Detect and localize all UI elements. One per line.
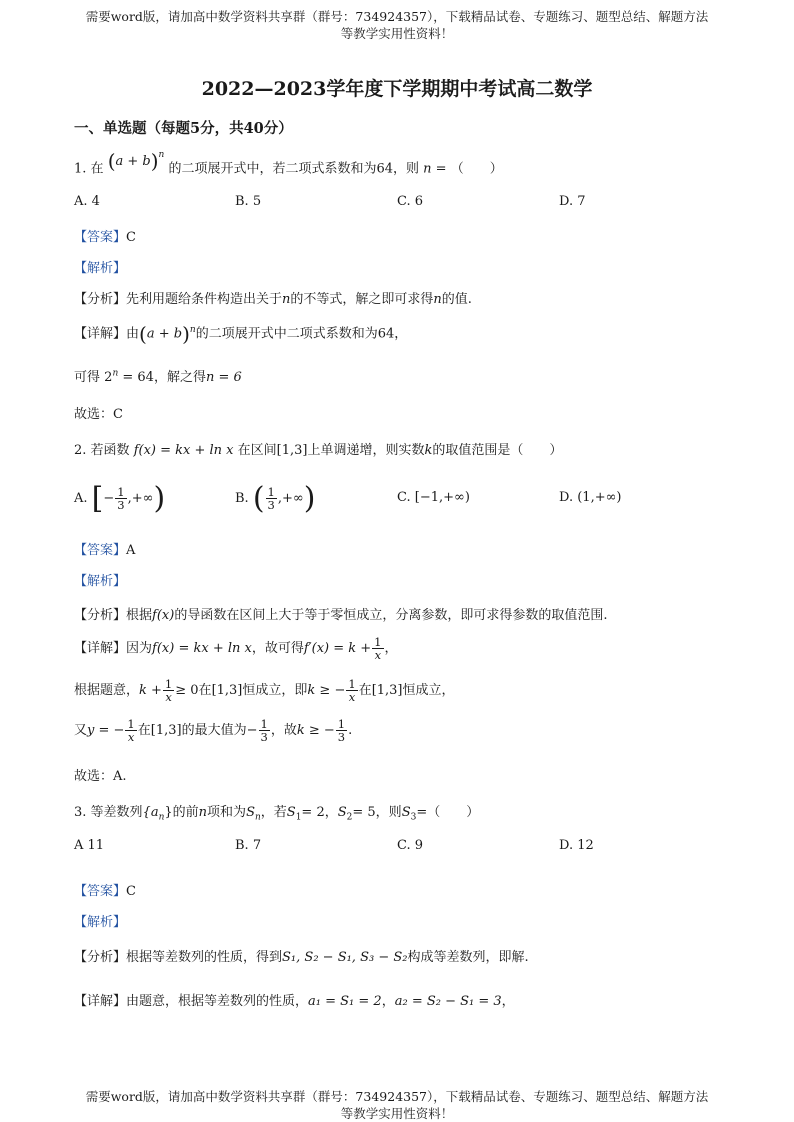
q2-choose: 故选：A.: [74, 769, 127, 784]
q1-option-a: A. 4: [74, 194, 100, 209]
section-heading: 一、单选题（每题5分，共40分）: [74, 120, 293, 137]
q2-option-d: D. (1,+∞): [559, 490, 622, 505]
q3-option-d: D. 12: [559, 838, 594, 853]
q2-analysis-label: 【解析】: [74, 574, 127, 589]
q3-answer: 【答案】C: [74, 884, 136, 899]
q1-option-d: D. 7: [559, 194, 586, 209]
footer-line-1: 需要word版，请加高中数学资料共享群（群号：734924357），下载精品试卷、专题练习、题型总结、解题方法: [85, 1089, 709, 1104]
q1-fenxi: 【分析】先利用题给条件构造出关于n的不等式，解之即可求得n的值.: [74, 292, 472, 307]
q1-choose: 故选：C: [74, 407, 123, 422]
header-line-2: 等教学实用性资料！: [340, 26, 454, 41]
q3-option-b: B. 7: [235, 838, 262, 853]
question-2-stem: 2. 若函数 f(x) = kx + ln x 在区间[1,3]上单调递增，则实数k的取值范围是（ ）: [74, 443, 563, 458]
q1-calc: 可得 2$^n$ = 64，解之得n = 6: [74, 368, 242, 385]
q2-answer: 【答案】A: [74, 543, 136, 558]
q3-detail: 【详解】由题意，根据等差数列的性质，a₁ = S₁ = 2，a₂ = S₂ − S₁ = 3，: [74, 994, 515, 1009]
page-header: [0, 8, 794, 42]
q2-line-3: 又y = − $\frac{1}{x}$ 在[1,3]的最大值为− $\frac{1}{3}$ ，故k ≥ − $\frac{1}{3}$ .: [74, 717, 353, 744]
q2-line-2: 根据题意，k + $\frac{1}{x}$ ≥ 0在[1,3]恒成立，即k ≥ − $\frac{1}{x}$ 在[1,3]恒成立，: [74, 677, 455, 704]
q1-detail: 【详解】由$(a + b)^n$的二项展开式中二项式系数和为64，: [74, 322, 408, 346]
q3-analysis-label: 【解析】: [74, 915, 127, 930]
question-3-stem: 3. 等差数列$\{a_n\}$的前n项和为$S_n$，若$S_1= 2$，$S_2= 5$，则$S_3=$（ ）: [74, 805, 480, 823]
q1-analysis-label: 【解析】: [74, 261, 127, 276]
q1-option-b: B. 5: [235, 194, 262, 209]
q3-option-c: C. 9: [397, 838, 424, 853]
header-line-1: 需要word版，请加高中数学资料共享群（群号：734924357），下载精品试卷、专题练习、题型总结、解题方法: [85, 9, 709, 24]
q1-option-c: C. 6: [397, 194, 424, 209]
q2-fenxi: 【分析】根据f(x)的导函数在区间上大于等于零恒成立，分离参数，即可求得参数的取值范围.: [74, 608, 608, 623]
page-title: 2022—2023学年度下学期期中考试高二数学: [201, 78, 593, 100]
q2-option-b: B. ( $\frac{1}{3}$ ,+∞): [235, 481, 316, 516]
question-1-stem: 1. 在 $(a + b)^n$ 的二项展开式中，若二项式系数和为64，则 n = （ ）: [74, 149, 503, 177]
page-footer: [0, 1088, 794, 1122]
q3-fenxi: 【分析】根据等差数列的性质，得到S₁, S₂ − S₁, S₃ − S₂构成等差数列，即解.: [74, 950, 529, 965]
footer-line-2: 等教学实用性资料！: [340, 1106, 454, 1121]
q2-option-a: A. [− $\frac{1}{3}$ ,+∞): [74, 481, 166, 516]
q1-answer: 【答案】C: [74, 230, 136, 245]
q2-option-c: C. [−1,+∞): [397, 490, 470, 505]
q2-detail: 【详解】因为f(x) = kx + ln x，故可得f′(x) = k + $\frac{1}{x}$ ，: [74, 635, 398, 662]
q3-option-a: A 11: [74, 838, 105, 853]
